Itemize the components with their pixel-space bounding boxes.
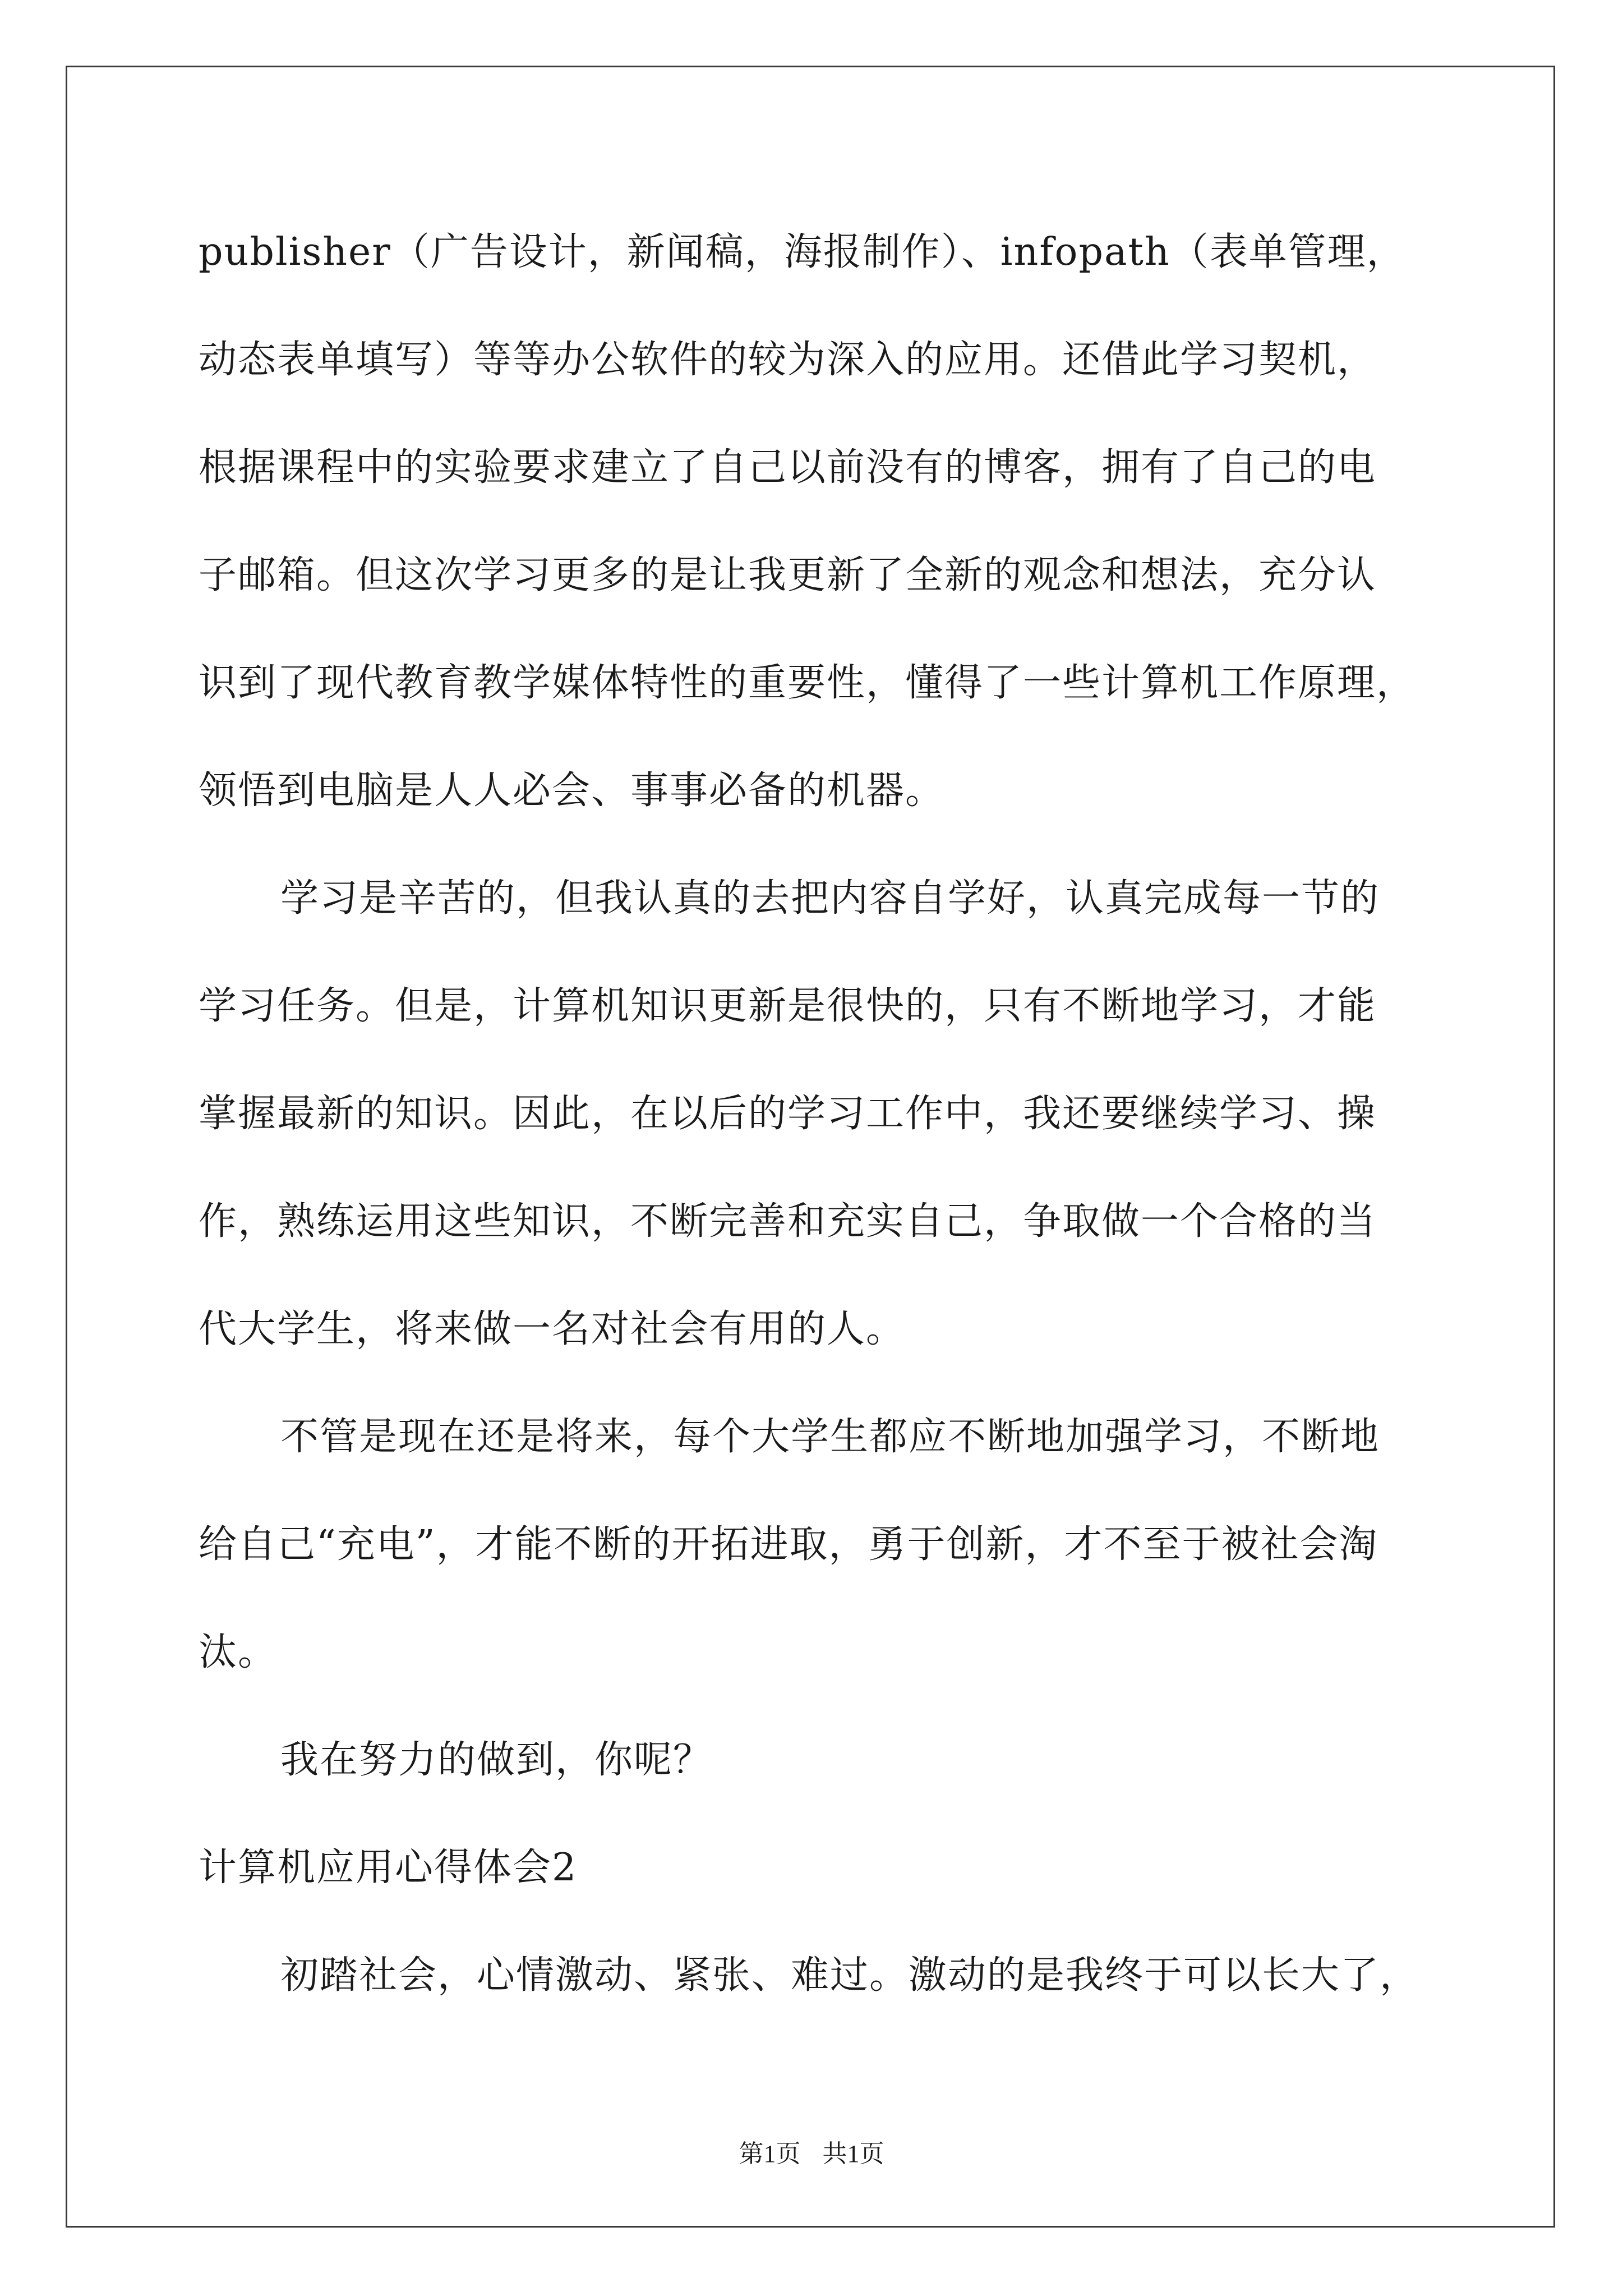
text-line: 学习是辛苦的，但我认真的去把内容自学好，认真完成每一节的 (280, 876, 1380, 921)
text-line: 我在努力的做到，你呢？ (280, 1738, 713, 1782)
text-line: 给自己“充电”，才能不断的开拓进取，勇于创新，才不至于被社会淘 (199, 1522, 1378, 1567)
text-line: 子邮箱。但这次学习更多的是让我更新了全新的观念和想法，充分认 (199, 553, 1377, 597)
text-line: 不管是现在还是将来，每个大学生都应不断地加强学习，不断地 (280, 1415, 1380, 1459)
page-number: 第1页 (739, 2140, 801, 2168)
text-line: 初踏社会，心情激动、紧张、难过。激动的是我终于可以长大了， (280, 1953, 1419, 1998)
text-line: 代大学生，将来做一名对社会有用的人。 (199, 1307, 906, 1351)
page-total: 共1页 (822, 2140, 884, 2168)
text-line: 学习任务。但是，计算机知识更新是很快的，只有不断地学习，才能 (199, 984, 1377, 1028)
text-line: 领悟到电脑是人人必会、事事必备的机器。 (199, 769, 945, 813)
text-line: 作，熟练运用这些知识，不断完善和充实自己，争取做一个合格的当 (199, 1199, 1377, 1244)
page-footer (0, 2137, 1623, 2171)
text-line: 识到了现代教育教学媒体特性的重要性，懂得了一些计算机工作原理， (199, 661, 1416, 705)
text-line: publisher（广告设计，新闻稿，海报制作）、infopath（表单管理， (199, 230, 1406, 274)
page-border (66, 66, 1555, 2228)
text-line: 动态表单填写）等等办公软件的较为深入的应用。还借此学习契机， (199, 338, 1377, 382)
text-line: 掌握最新的知识。因此，在以后的学习工作中，我还要继续学习、操 (199, 1092, 1377, 1136)
section-heading: 计算机应用心得体会2 (199, 1846, 578, 1890)
text-line: 根据课程中的实验要求建立了自己以前没有的博客，拥有了自己的电 (199, 445, 1377, 490)
text-line: 汰。 (199, 1630, 278, 1674)
